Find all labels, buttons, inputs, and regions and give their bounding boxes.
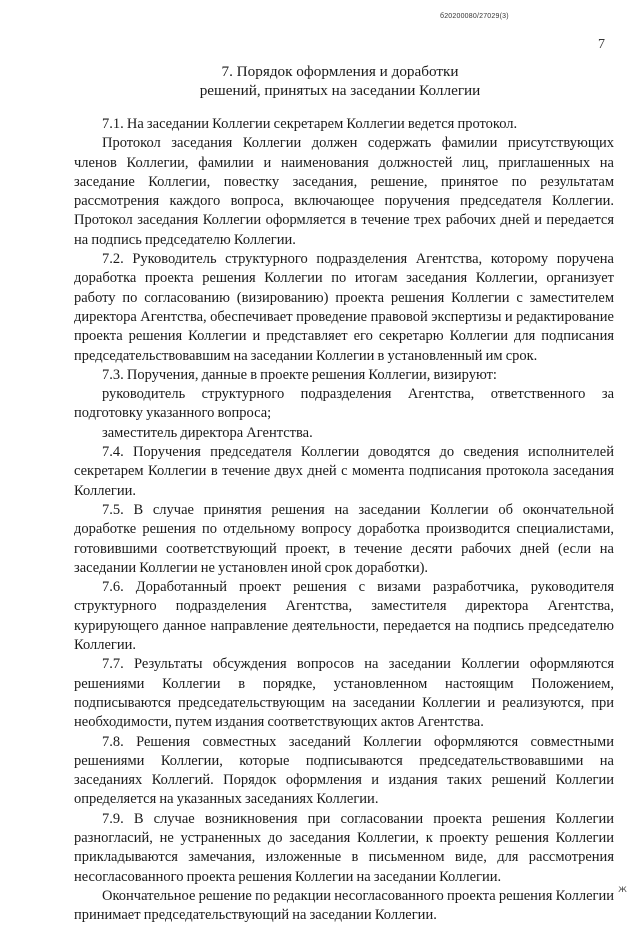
paragraph-7-8: 7.8. Решения совместных заседаний Коллегии оформляются совместными решениями Коллегии, которые подписываются председательствовавшими на заседаниях Коллегий. Порядок оформления и издания таких решений Коллегии определяется на указанных заседаниях Коллегии. <box>74 733 614 808</box>
paragraph-7-3-item-2: заместитель директора Агентства. <box>102 424 313 441</box>
paragraph-7-2: 7.2. Руководитель структурного подразделения Агентства, которому поручена доработка проекта решения Коллегии по итогам заседания Коллегии, организует работу по согласованию (визированию) проекта решения Коллегии с заместителем директора Агентства, обеспечивает проведение правовой экспертизы и редактирование проекта решения Коллегии и представляет его секретарю Коллегии для подписания председательствовавшим на заседании Коллегии в установленный им срок. <box>74 251 614 364</box>
corner-mark: ж <box>618 884 628 895</box>
paragraph-7-4: 7.4. Поручения председателя Коллегии доводятся до сведения исполнителей секретарем Коллегии в течение двух дней с момента подписания протокола заседания Коллегии. <box>74 444 614 499</box>
page-number: 7 <box>598 37 605 52</box>
paragraph-7-3-item-1: руководитель структурного подразделения Агентства, ответственного за подготовку указанного вопроса; <box>74 386 614 422</box>
paragraph-7-3: 7.3. Поручения, данные в проекте решения Коллегии, визируют: <box>102 366 497 383</box>
paragraph-7-9: 7.9. В случае возникновения при согласовании проекта решения Коллегии разногласий, не устраненных до заседания Коллегии, к проекту решения Коллегии прикладываются замечания, изложенные в письменном виде, для рассмотрения несогласованного проекта решения Коллегии на заседании Коллегии. <box>74 810 614 885</box>
paragraph-7-1: 7.1. На заседании Коллегии секретарем Коллегии ведется протокол. <box>102 116 518 132</box>
document-body <box>74 115 614 925</box>
paragraph-7-5: 7.5. В случае принятия решения на заседании Коллегии об окончательной доработке решения по отдельному вопросу доработка производится специалистами, готовившими соответствующий проект, в течение десяти рабочих дней (если на заседании Коллегии не установлен иной срок доработки). <box>74 501 614 576</box>
document-id: б20200080/27029(3) <box>440 13 509 20</box>
paragraph-protocol: Протокол заседания Коллегии должен содержать фамилии присутствующих членов Коллегии, фамилии и наименования должностей лиц, приглашенных на заседание Коллегии, повестку заседания, решение, принятое по результатам рассмотрения каждого вопроса, включающее поручения председателя Коллегии. Протокол заседания Коллегии оформляется в течение трех рабочих дней и передается на подпись председателю Коллегии. <box>74 135 614 248</box>
paragraph-7-6: 7.6. Доработанный проект решения с визами разработчика, руководителя структурного подразделения Агентства, заместителя директора Агентства, курирующего данное направление деятельности, передается на подпись председателю Коллегии. <box>74 579 614 654</box>
section-title-line-2: решений, принятых на заседании Коллегии <box>199 82 481 99</box>
paragraph-7-7: 7.7. Результаты обсуждения вопросов на заседании Коллегии оформляются решениями Коллегии в порядке, установленном настоящим Положением, подписываются председательствующим на заседании Коллегии и реализуются, при необходимости, путем издания соответствующих актов Агентства. <box>74 656 614 731</box>
section-title <box>80 62 600 100</box>
paragraph-final-decision: Окончательное решение по редакции несогласованного проекта решения Коллегии принимает председательствующий на заседании Коллегии. <box>74 887 614 924</box>
section-title-line-1: 7. Порядок оформления и доработки <box>221 63 459 80</box>
